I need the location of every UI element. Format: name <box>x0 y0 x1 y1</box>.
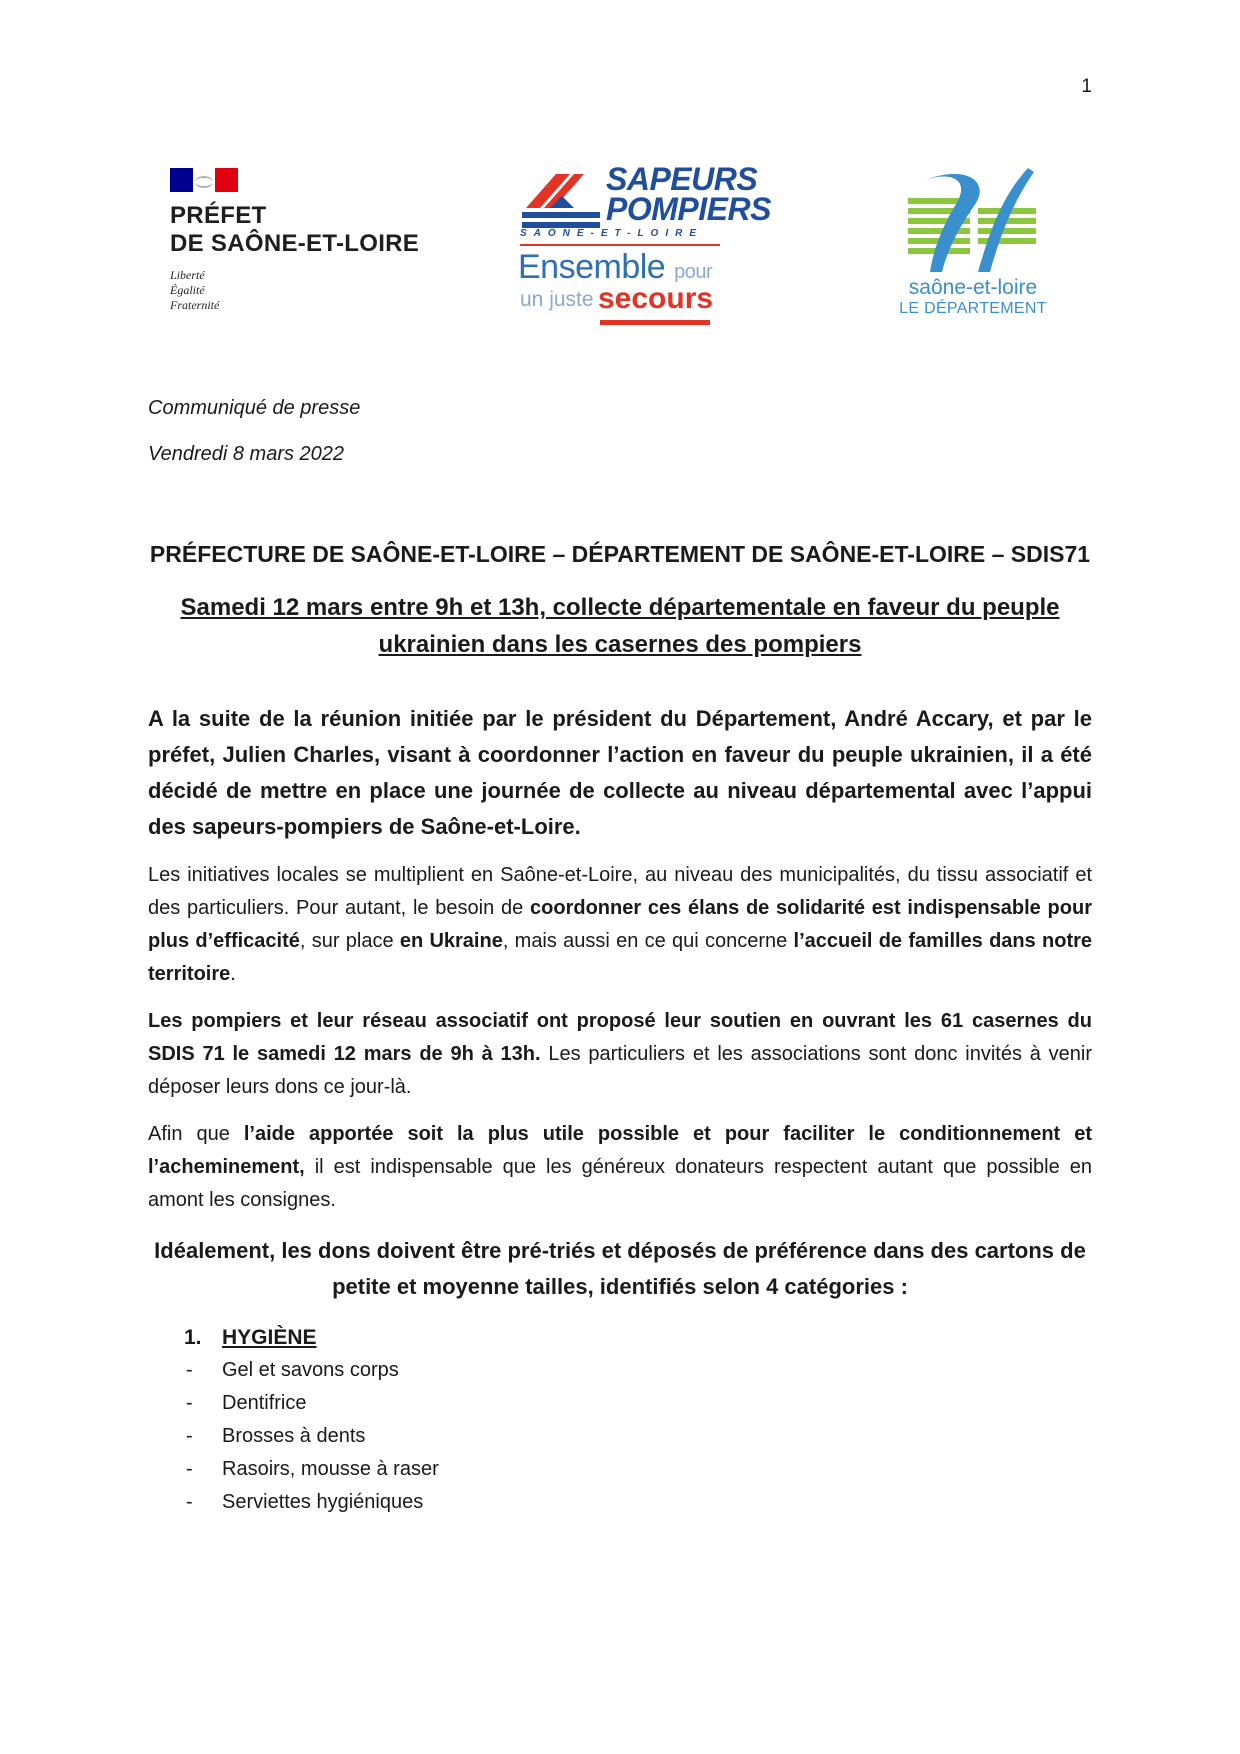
para3-bold1: l’aide apportée soit la plus utile possible et pour faciliter le conditionnement et l’acheminement, <box>148 1123 1092 1178</box>
list-item-text: Brosses à dents <box>222 1425 366 1447</box>
category-number: 1. <box>184 1326 202 1349</box>
list-item <box>148 1486 1092 1519</box>
marianne-flag-icon <box>170 168 238 192</box>
organizations-heading: PRÉFECTURE DE SAÔNE-ET-LOIRE – DÉPARTEMENT DE SAÔNE-ET-LOIRE – SDIS71 <box>149 541 1091 567</box>
sapeurs-pompiers-title <box>606 161 771 227</box>
slogan-secours: secours <box>598 282 714 315</box>
dash-bullet: - <box>186 1425 193 1447</box>
lead-paragraph: A la suite de la réunion initiée par le président du Département, André Accary, et par le préfet, Julien Charles, visant à coordonner l’action en faveur du peuple ukrainien, il a été décidé de mettre en place une journée de collecte au niveau départemental avec l’appui des sapeurs-pompiers de Saône-et-Loire. <box>148 706 1092 839</box>
sapeurs-pompiers-logo <box>516 161 771 332</box>
sapeurs-pompiers-divider <box>520 244 720 246</box>
slogan-pour: pour <box>674 261 713 283</box>
page-number: 1 <box>1081 76 1092 97</box>
prefet-logo-line2: DE SAÔNE-ET-LOIRE <box>170 230 420 257</box>
slogan-juste: un juste <box>520 288 594 311</box>
document-type: Communiqué de presse <box>148 397 361 419</box>
list-item-text: Dentifrice <box>222 1392 307 1414</box>
category-heading <box>184 1321 1092 1354</box>
list-item <box>148 1453 1092 1486</box>
para1-bold1: coordonner ces élans de solidarité est indispensable pour plus d’efficacité <box>148 897 1092 952</box>
slogan-underline <box>600 320 710 325</box>
paragraph-initiatives <box>148 859 1092 991</box>
category-items-list <box>148 1354 1092 1519</box>
devise <box>170 268 440 313</box>
devise-fraternite: Fraternité <box>170 298 220 312</box>
devise-liberte: Liberté <box>170 268 205 282</box>
list-item-text: Serviettes hygiéniques <box>222 1491 424 1513</box>
list-item-text: Rasoirs, mousse à raser <box>222 1458 439 1480</box>
dash-bullet: - <box>186 1458 193 1480</box>
list-item <box>148 1420 1092 1453</box>
departement-name: saône-et-loire <box>908 276 1038 299</box>
list-item <box>148 1387 1092 1420</box>
prefet-logo-line1: PRÉFET <box>170 202 267 229</box>
prefet-logo <box>170 168 440 318</box>
slogan-ensemble: Ensemble <box>518 248 666 286</box>
para1-text3: , mais aussi en ce qui concerne <box>502 930 794 952</box>
para2-bold1: Les pompiers et leur réseau associatif ont proposé leur soutien en ouvrant les 61 casernes du SDIS 71 le samedi 12 mars de 9h à 13h. <box>148 1010 1092 1065</box>
pompiers-title-line2: POMPIERS <box>606 191 771 227</box>
para1-bold3: l’accueil de familles dans notre territoire <box>148 930 1093 985</box>
dash-bullet: - <box>186 1392 193 1414</box>
dash-bullet: - <box>186 1491 193 1513</box>
para1-text1: Les initiatives locales se multiplient en Saône-et-Loire, au niveau des municipalités, du tissu associatif et des particuliers. Pour autant, le besoin de <box>148 864 1092 919</box>
para1-bold2: en Ukraine <box>399 930 503 952</box>
press-release-body <box>148 396 1092 1519</box>
sapeurs-pompiers-subtitle: SAÔNE-ET-LOIRE <box>520 228 704 239</box>
departement-71-emblem-icon <box>908 168 1038 278</box>
list-item-text: Gel et savons corps <box>222 1359 399 1381</box>
event-title: Samedi 12 mars entre 9h et 13h, collecte départementale en faveur du peuple ukrainien dans les casernes des pompiers <box>180 594 1060 658</box>
list-item <box>148 1354 1092 1387</box>
para1-text4: . <box>230 963 236 985</box>
category-label: HYGIÈNE <box>222 1326 317 1349</box>
para1-text2: , sur place <box>299 930 400 952</box>
dash-bullet: - <box>186 1359 193 1381</box>
document-date: Vendredi 8 mars 2022 <box>148 443 345 465</box>
para3-text2: il est indispensable que les généreux donateurs respectent autant que possible en amont les consignes. <box>148 1156 1092 1211</box>
sapeurs-title-line1: SAPEURS <box>606 161 758 197</box>
para2-text1: Les particuliers et les associations sont donc invités à venir déposer leurs dons ce jour-là. <box>148 1043 1093 1098</box>
paragraph-consignes <box>148 1118 1092 1217</box>
paragraph-casernes <box>148 1005 1092 1104</box>
departement-sub: LE DÉPARTEMENT <box>899 300 1047 317</box>
devise-egalite: Égalité <box>170 283 205 297</box>
departement-logo <box>898 168 1048 328</box>
instructions-heading: Idéalement, les dons doivent être pré-triés et déposés de préférence dans des cartons de petite et moyenne tailles, identifiés selon 4 catégories : <box>154 1238 1086 1299</box>
para3-text1: Afin que <box>148 1123 244 1145</box>
